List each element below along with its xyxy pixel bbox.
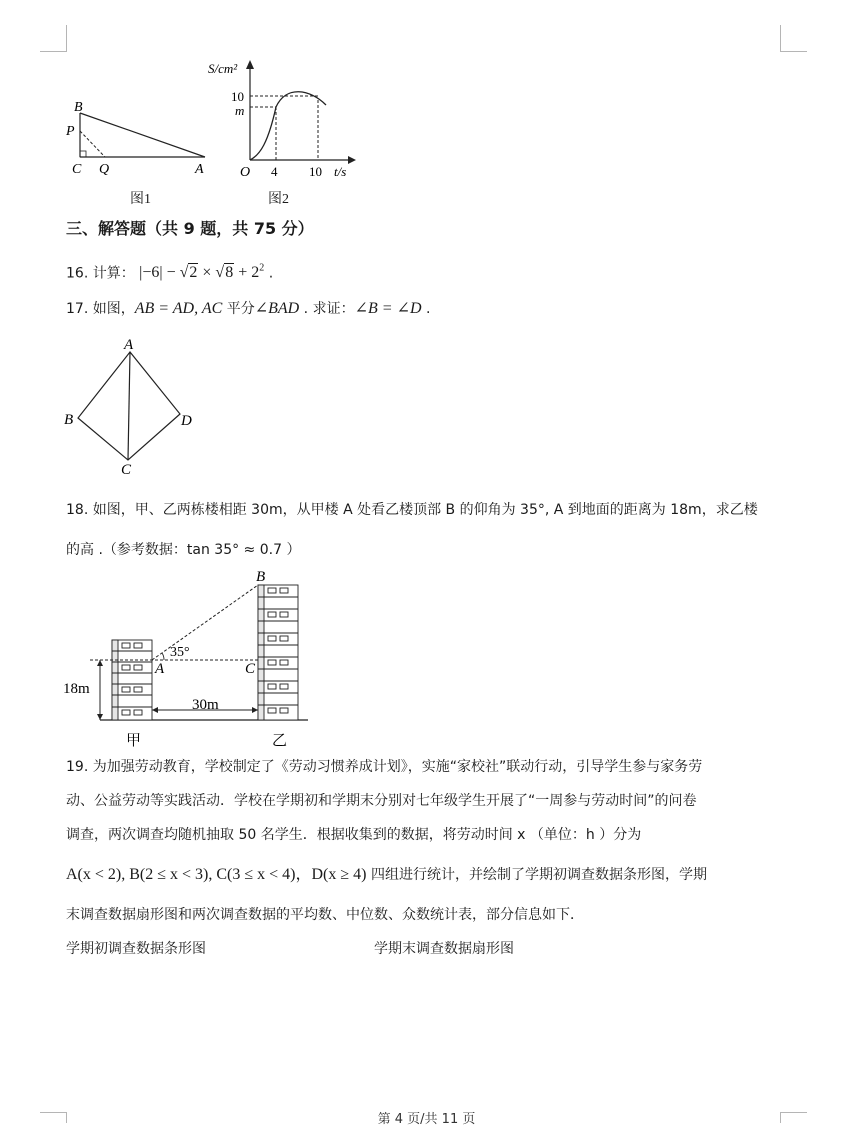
fig1-label-c: C [72, 162, 82, 177]
q17-label-c: C [121, 462, 132, 478]
page-footer: 第 4 页/共 11 页 [377, 1112, 476, 1127]
figure-2-graph [200, 55, 360, 185]
question-18-line1: 18. 如图，甲、乙两栋楼相距 30m，从甲楼 A 处看乙楼顶部 B 的仰角为 35°, A 到地面的距离为 18m，求乙楼 [66, 502, 758, 518]
q18-distance-label: 30m [192, 697, 219, 713]
q18-building-yi-label: 乙 [272, 733, 288, 749]
q16-expression: $|-6| - √2 \times √8 + 2^2$ [139, 263, 265, 282]
question-17 [66, 299, 430, 319]
q17-label-b: B [64, 412, 74, 428]
fig1-label-a: A [195, 162, 204, 177]
fig2-origin: O [240, 165, 251, 180]
q18-height-label: 18m [63, 681, 90, 697]
q19-groups: A(x < 2), B(2 ≤ x < 3), C(3 ≤ x < 4)，D(x ≥ 4) [66, 866, 367, 883]
building-jia [112, 640, 152, 720]
q18-label-b: B [256, 569, 266, 585]
q17-angle: ∠BAD [254, 300, 300, 317]
figure-1-caption: 图1 [130, 192, 151, 207]
bar-chart-label: 学期初调查数据条形图 [66, 941, 206, 957]
fig2-x-axis-label: t/s [334, 164, 347, 179]
q17-end: . [421, 301, 431, 317]
fig2-tick-m: m [235, 103, 245, 118]
pie-chart-label: 学期末调查数据扇形图 [374, 941, 514, 957]
fig2-tick-10: 10 [231, 89, 244, 104]
corner-mark-top-right [780, 25, 807, 52]
fig2-y-axis-label: S/cm² [208, 61, 238, 76]
question-19-line1: 19. 为加强劳动教育，学校制定了《劳动习惯养成计划》，实施“家校社”联动行动，引导学生参与家务劳 [66, 759, 703, 775]
building-yi [258, 585, 298, 720]
q17-label-d: D [181, 413, 192, 429]
section-heading: 三、解答题（共 9 题，共 75 分） [66, 219, 314, 238]
question-19-line3: 调查，两次调查均随机抽取 50 名学生．根据收集到的数据，将劳动时间 x （单位：h ）分为 [66, 827, 642, 843]
question-19-line5: 末调查数据扇形图和两次调查数据的平均数、中位数、众数统计表，部分信息如下． [66, 907, 584, 923]
q16-prefix: 16. 计算： [66, 265, 135, 282]
question-18-line2: 的高 .（参考数据：tan 35° ≈ 0.7 ） [66, 542, 301, 558]
q18-building-jia-label: 甲 [126, 733, 142, 749]
fig2-tick-x10: 10 [309, 164, 322, 179]
q17-prefix: 17. 如图， [66, 301, 135, 317]
fig1-label-p: P [66, 124, 75, 139]
question-19-line2: 动、公益劳动等实践活动．学校在学期初和学期末分别对七年级学生开展了“一周参与劳动时间”的问卷 [66, 793, 697, 809]
q19-line4-tail: 四组进行统计，并绘制了学期初调查数据条形图，学期 [366, 867, 707, 883]
q16-suffix: . [268, 265, 274, 282]
fig2-tick-4: 4 [271, 164, 278, 179]
fig1-label-b: B [74, 100, 83, 115]
corner-mark-top-left [40, 25, 67, 52]
q17-proof-prefix: . 求证： [299, 301, 355, 317]
question-16 [66, 259, 273, 283]
fig1-label-q: Q [99, 162, 110, 177]
q18-label-a: A [155, 661, 165, 677]
figure-1-triangle [60, 95, 220, 185]
q17-claim: ∠B = ∠D [354, 300, 422, 317]
q17-kite-figure [60, 330, 210, 480]
q18-buildings-figure [60, 565, 320, 755]
q17-label-a: A [124, 337, 134, 353]
q17-given: AB = AD, AC [134, 300, 223, 317]
figure-2-caption: 图2 [268, 192, 289, 207]
q18-angle-label: 35° [170, 645, 190, 660]
q18-label-c: C [245, 661, 256, 677]
question-19-line4 [66, 865, 707, 885]
q17-middle: 平分 [222, 301, 255, 317]
